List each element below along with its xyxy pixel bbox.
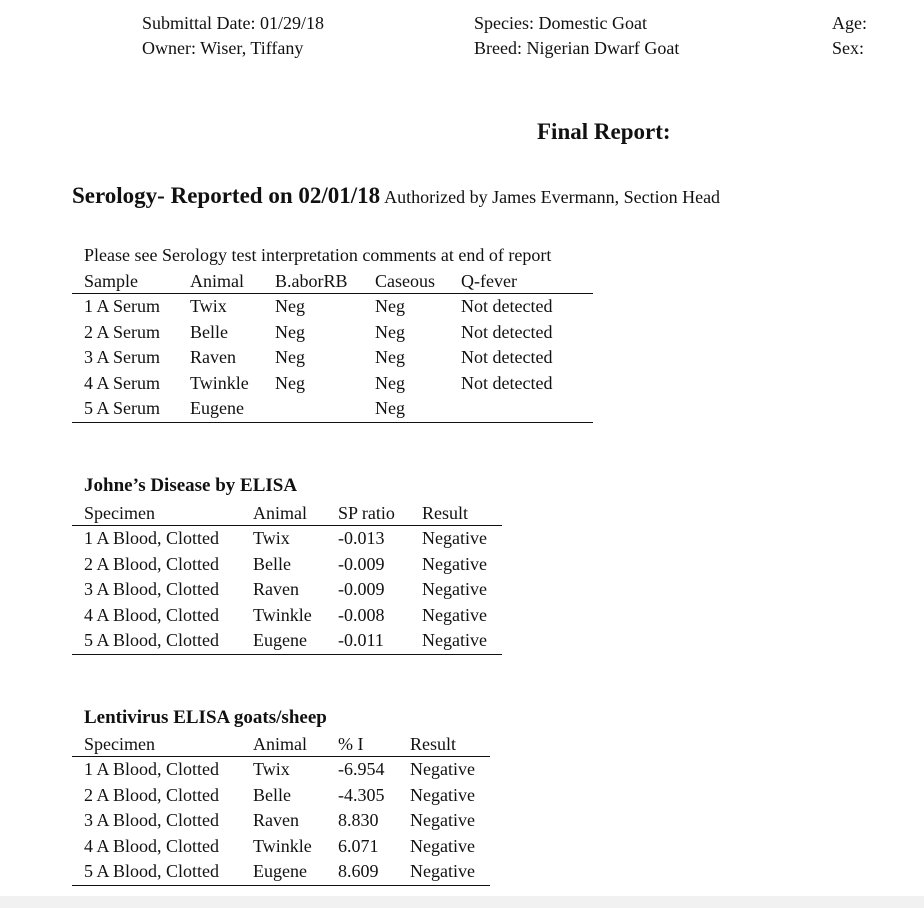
lentivirus-table-cell: Negative bbox=[410, 759, 475, 780]
johnes-table-cell: Eugene bbox=[253, 628, 338, 654]
serology-table-cell: Not detected bbox=[461, 372, 553, 393]
serology-table-cell: Belle bbox=[190, 321, 228, 342]
johnes-table-row bbox=[72, 577, 502, 603]
johnes-table-row bbox=[72, 628, 502, 654]
serology-table-cell: 1 A Serum bbox=[84, 296, 161, 317]
age-label: Age: bbox=[832, 13, 867, 33]
lentivirus-table-cell: Belle bbox=[253, 784, 291, 805]
lentivirus-table-cell: Negative bbox=[410, 835, 475, 856]
lentivirus-column-header: Result bbox=[410, 732, 490, 757]
serology-table-cell bbox=[461, 396, 593, 422]
serology-table-cell: Not detected bbox=[461, 321, 553, 342]
lentivirus-column-header: Specimen bbox=[72, 732, 253, 757]
owner: Owner: Wiser, Tiffany bbox=[142, 38, 304, 58]
serology-table-cell: Neg bbox=[275, 347, 305, 368]
johnes-table-cell: 5 A Blood, Clotted bbox=[72, 628, 253, 654]
serology-table-cell: Twix bbox=[190, 296, 227, 317]
serology-table-row bbox=[72, 371, 593, 397]
lentivirus-table-cell: 2 A Blood, Clotted bbox=[84, 784, 220, 805]
serology-header-row bbox=[72, 269, 593, 294]
serology-table-cell: Not detected bbox=[461, 347, 553, 368]
lentivirus-table-cell: Twinkle bbox=[253, 835, 312, 856]
serology-authorized: Authorized by James Evermann, Section Head bbox=[384, 187, 721, 207]
lentivirus-table-cell: 3 A Blood, Clotted bbox=[84, 810, 220, 831]
johnes-table-cell: Twinkle bbox=[253, 604, 312, 625]
johnes-title: Johne’s Disease by ELISA bbox=[84, 475, 298, 496]
lentivirus-table-cell: -4.305 bbox=[338, 784, 385, 805]
serology-table-cell: Neg bbox=[275, 372, 305, 393]
species: Species: Domestic Goat bbox=[474, 13, 647, 33]
johnes-table-cell: Negative bbox=[422, 628, 502, 654]
johnes-table-cell: Twix bbox=[253, 528, 290, 549]
serology-column-header: Animal bbox=[190, 269, 275, 294]
serology-table-cell: Neg bbox=[375, 396, 461, 422]
johnes-table-cell: Negative bbox=[422, 528, 487, 549]
serology-column-header: Sample bbox=[72, 269, 190, 294]
lentivirus-table-cell: 1 A Blood, Clotted bbox=[84, 759, 220, 780]
serology-table-cell: Not detected bbox=[461, 296, 553, 317]
johnes-table-cell: Negative bbox=[422, 579, 487, 600]
lentivirus-table-cell: 6.071 bbox=[338, 835, 379, 856]
johnes-table-cell: Belle bbox=[253, 553, 291, 574]
breed: Breed: Nigerian Dwarf Goat bbox=[474, 38, 680, 58]
serology-column-header: Caseous bbox=[375, 269, 461, 294]
lentivirus-table-cell: 4 A Blood, Clotted bbox=[84, 835, 220, 856]
johnes-table-cell: Raven bbox=[253, 579, 299, 600]
lentivirus-table-row bbox=[72, 834, 490, 860]
johnes-table-cell: 1 A Blood, Clotted bbox=[84, 528, 220, 549]
serology-table-row bbox=[72, 345, 593, 371]
serology-column-header: Q-fever bbox=[461, 269, 593, 294]
serology-table-cell: Neg bbox=[375, 347, 405, 368]
lentivirus-table-cell: 5 A Blood, Clotted bbox=[72, 859, 253, 885]
johnes-table-cell: -0.011 bbox=[338, 628, 422, 654]
serology-table-cell: 5 A Serum bbox=[72, 396, 190, 422]
lentivirus-header-row bbox=[72, 732, 490, 757]
lentivirus-table-cell: Negative bbox=[410, 859, 490, 885]
lentivirus-table-cell: Negative bbox=[410, 810, 475, 831]
johnes-table-row bbox=[72, 526, 502, 552]
johnes-table-cell: 2 A Blood, Clotted bbox=[84, 553, 220, 574]
johnes-table-cell: -0.009 bbox=[338, 579, 385, 600]
lentivirus-table bbox=[72, 732, 490, 886]
lentivirus-table-row bbox=[72, 808, 490, 834]
serology-table-row bbox=[72, 294, 593, 320]
serology-table-cell: Raven bbox=[190, 347, 236, 368]
lentivirus-column-header: Animal bbox=[253, 732, 338, 757]
serology-table-cell: Neg bbox=[375, 372, 405, 393]
serology-table-row bbox=[72, 320, 593, 346]
serology-table-cell: Twinkle bbox=[190, 372, 249, 393]
lentivirus-table-cell: 8.609 bbox=[338, 859, 410, 885]
johnes-table-cell: 3 A Blood, Clotted bbox=[84, 579, 220, 600]
lentivirus-table-row bbox=[72, 783, 490, 809]
serology-table-cell: Neg bbox=[375, 321, 405, 342]
johnes-table-cell: 4 A Blood, Clotted bbox=[84, 604, 220, 625]
johnes-table-cell: -0.008 bbox=[338, 604, 385, 625]
lentivirus-title: Lentivirus ELISA goats/sheep bbox=[84, 707, 327, 728]
johnes-table-row bbox=[72, 552, 502, 578]
serology-heading bbox=[72, 183, 720, 209]
serology-table-cell: Neg bbox=[275, 321, 305, 342]
serology-table-cell: 2 A Serum bbox=[84, 321, 161, 342]
lentivirus-table-cell: Eugene bbox=[253, 859, 338, 885]
johnes-column-header: Specimen bbox=[72, 501, 253, 526]
page-bottom-edge bbox=[0, 896, 924, 908]
johnes-table bbox=[72, 501, 502, 655]
serology-table-cell bbox=[275, 396, 375, 422]
lentivirus-table-cell: -6.954 bbox=[338, 759, 385, 780]
serology-table-cell: 3 A Serum bbox=[84, 347, 161, 368]
johnes-table-cell: -0.009 bbox=[338, 553, 385, 574]
johnes-column-header: Animal bbox=[253, 501, 338, 526]
lentivirus-column-header: % I bbox=[338, 732, 410, 757]
submittal-date: Submittal Date: 01/29/18 bbox=[142, 13, 324, 33]
final-report-heading: Final Report: bbox=[537, 119, 671, 144]
serology-table bbox=[72, 269, 593, 423]
serology-note: Please see Serology test interpretation comments at end of report bbox=[84, 245, 552, 265]
serology-table-row bbox=[72, 396, 593, 422]
serology-table-cell: Neg bbox=[375, 296, 405, 317]
lentivirus-table-row bbox=[72, 859, 490, 885]
serology-table-cell: Neg bbox=[275, 296, 305, 317]
johnes-table-row bbox=[72, 603, 502, 629]
lentivirus-table-cell: Negative bbox=[410, 784, 475, 805]
sex-label: Sex: bbox=[832, 38, 865, 58]
lentivirus-table-cell: Raven bbox=[253, 810, 299, 831]
serology-column-header: B.aborRB bbox=[275, 269, 375, 294]
lentivirus-table-row bbox=[72, 757, 490, 783]
lentivirus-table-cell: Twix bbox=[253, 759, 290, 780]
serology-table-cell: Eugene bbox=[190, 396, 275, 422]
serology-title: Serology- Reported on 02/01/18 bbox=[72, 183, 381, 208]
johnes-column-header: SP ratio bbox=[338, 501, 422, 526]
lentivirus-table-cell: 8.830 bbox=[338, 810, 379, 831]
johnes-column-header: Result bbox=[422, 501, 502, 526]
johnes-table-cell: Negative bbox=[422, 604, 487, 625]
johnes-table-cell: Negative bbox=[422, 553, 487, 574]
serology-table-cell: 4 A Serum bbox=[84, 372, 161, 393]
johnes-header-row bbox=[72, 501, 502, 526]
johnes-table-cell: -0.013 bbox=[338, 528, 385, 549]
